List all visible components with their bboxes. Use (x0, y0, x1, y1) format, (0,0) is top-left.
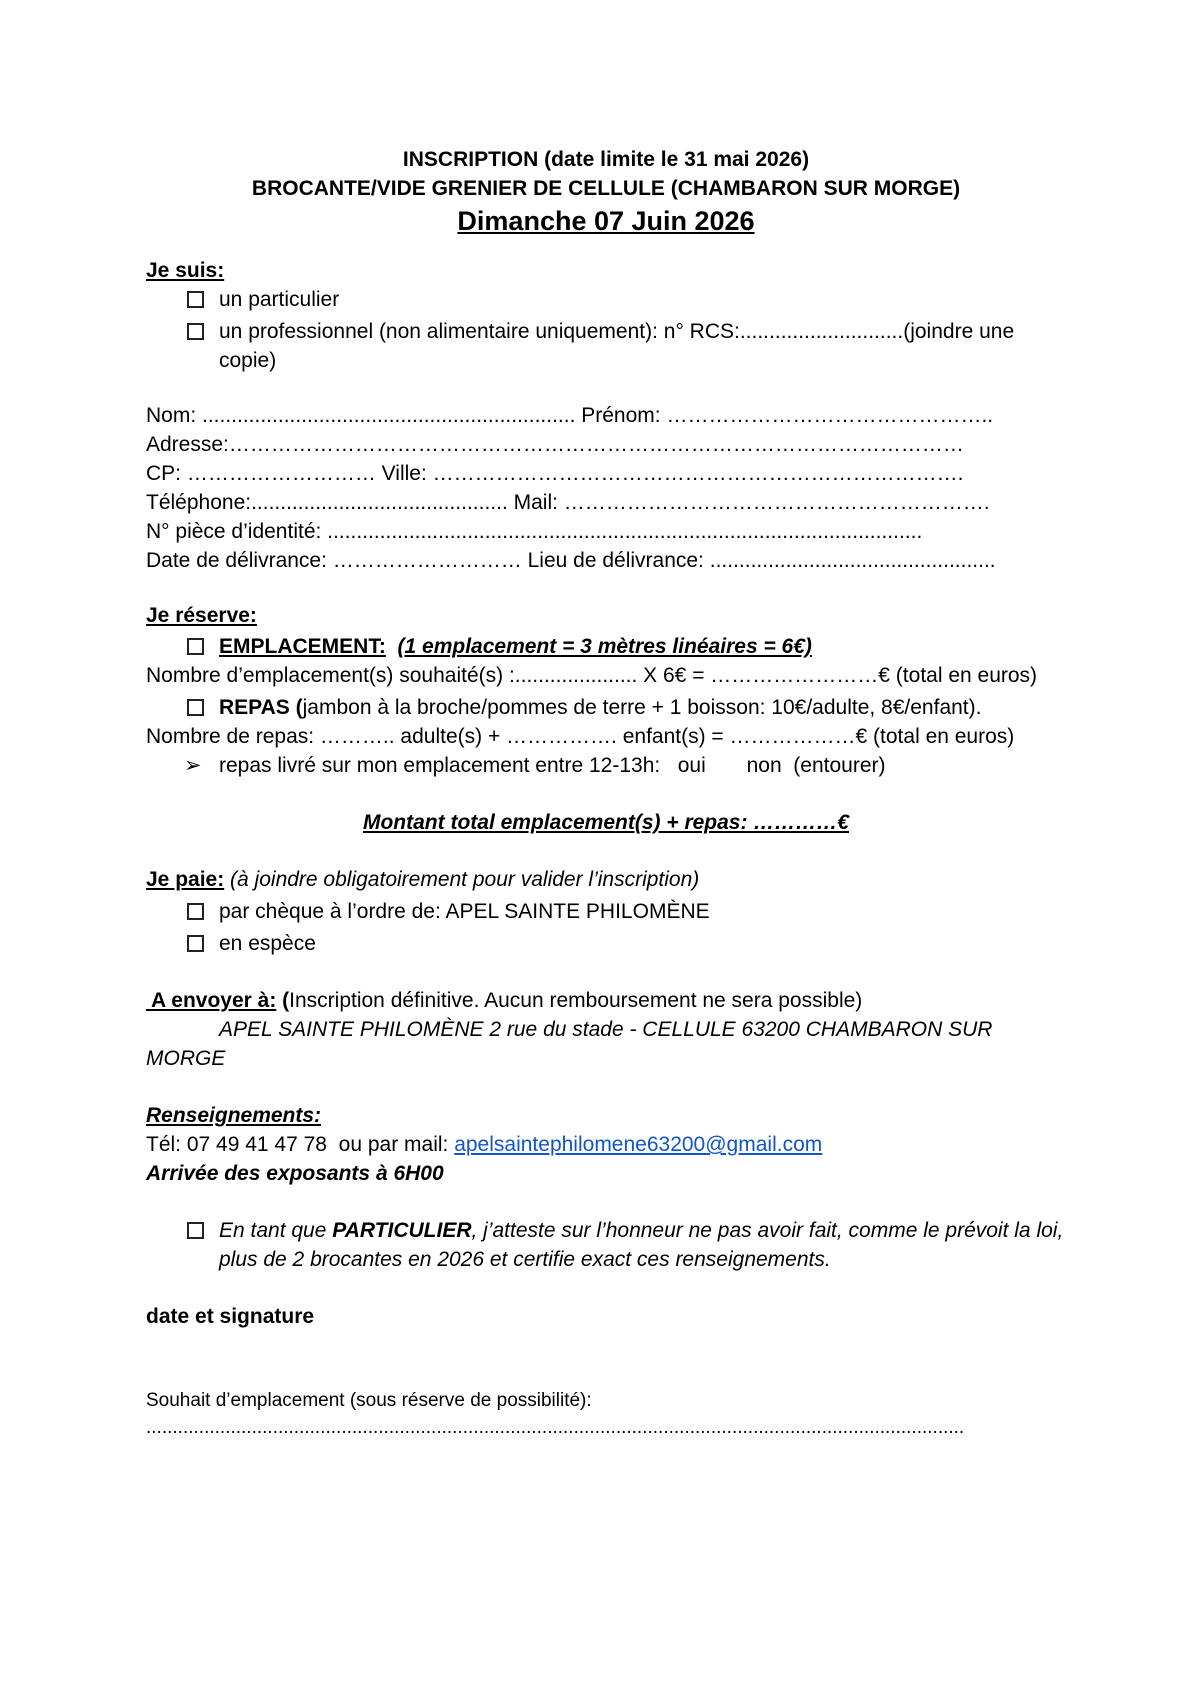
form-content (146, 145, 1066, 1441)
livraison-repas (146, 751, 1066, 780)
checkbox-repas[interactable] (187, 699, 204, 716)
renseignements-tel: Tél: 07 49 41 47 78 ou par mail: (146, 1133, 455, 1156)
attestation-particulier[interactable] (146, 1216, 1066, 1274)
envoyer-line (146, 986, 1066, 1015)
attestation-bold: PARTICULIER (332, 1219, 472, 1242)
arrivee-exposants: Arrivée des exposants à 6H00 (146, 1162, 444, 1185)
nombre-repas-field[interactable]: Nombre de repas: ……….. adulte(s) + ……………. enfant(s) = ………………€ (total en euros) (146, 725, 1015, 748)
je-paie-note: (à joindre obligatoirement pour valider l’inscription) (224, 868, 700, 891)
option-cheque[interactable] (146, 897, 1066, 926)
attestation-pre: En tant que (219, 1219, 333, 1242)
je-paie-line (146, 865, 1066, 894)
option-professionnel-label: un professionnel (non alimentaire uniquement): n° RCS:............................(joindre une copie) (219, 320, 1015, 372)
emplacement-detail: (1 emplacement = 3 mètres linéaires = 6€) (397, 635, 812, 658)
checkbox-emplacement[interactable] (187, 638, 204, 655)
nombre-emplacement-field[interactable]: Nombre d’emplacement(s) souhaité(s) :..................... X 6€ = ……………………€ (total en euros) (146, 664, 1038, 687)
souhait-emplacement-field[interactable]: ........................................................................................................................................................... (146, 1417, 965, 1438)
repas-detail: jambon à la broche/pommes de terre + 1 boisson: 10€/adulte, 8€/enfant). (302, 696, 982, 719)
event-date-title: Dimanche 07 Juin 2026 (457, 206, 755, 236)
envoyer-adresse: APEL SAINTE PHILOMÈNE 2 rue du stade - CELLULE 63200 CHAMBARON SUR MORGE (146, 1018, 993, 1070)
option-professionnel[interactable] (146, 317, 1066, 375)
option-particulier-label: un particulier (219, 288, 340, 311)
field-cp-ville[interactable]: CP: ……………………… Ville: …………………………………………………………………. (146, 462, 964, 485)
field-adresse[interactable]: Adresse:…………………………………………………………………………………………… (146, 433, 964, 456)
checkbox-particulier[interactable] (187, 291, 204, 308)
date-signature-label: date et signature (146, 1305, 315, 1328)
livraison-repas-text: repas livré sur mon emplacement entre 12-13h: oui non (entourer) (219, 754, 886, 777)
option-particulier[interactable] (146, 285, 1066, 314)
envoyer-paren: ( (276, 989, 290, 1012)
emplacement-label: EMPLACEMENT: (219, 635, 386, 658)
checkbox-espece[interactable] (187, 935, 204, 952)
je-paie-heading: Je paie: (146, 868, 225, 891)
renseignements-contact (146, 1130, 1066, 1159)
header-line-1: INSCRIPTION (date limite le 31 mai 2026) (402, 148, 810, 171)
souhait-emplacement-label: Souhait d’emplacement (sous réserve de possibilité): (146, 1390, 592, 1411)
attestation-post: , j’atteste sur l’honneur ne pas avoir fait, comme le prévoit la loi, plus de 2 brocantes en 2026 et certifie exact ces renseignements. (219, 1219, 1064, 1271)
option-espece-label: en espèce (219, 932, 316, 955)
envoyer-note: Inscription définitive. Aucun remboursement ne sera possible) (289, 989, 863, 1012)
je-suis-heading: Je suis: (146, 259, 225, 282)
option-emplacement[interactable] (146, 632, 1066, 661)
renseignements-heading: Renseignements: (146, 1104, 322, 1127)
checkbox-professionnel[interactable] (187, 323, 204, 340)
montant-total[interactable]: Montant total emplacement(s) + repas: …………€ (362, 811, 849, 834)
field-delivrance[interactable]: Date de délivrance: ……………………… Lieu de délivrance: ................................................. (146, 549, 996, 572)
header-line-2: BROCANTE/VIDE GRENIER DE CELLULE (CHAMBARON SUR MORGE) (251, 177, 961, 200)
contact-email-link[interactable]: apelsaintephilomene63200@gmail.com (454, 1133, 823, 1156)
field-telephone-mail[interactable]: Téléphone:............................................ Mail: ……………………………………………………. (146, 491, 990, 514)
repas-label: REPAS ( (219, 696, 303, 719)
checkbox-attestation[interactable] (187, 1222, 204, 1239)
option-cheque-label: par chèque à l’ordre de: APEL SAINTE PHILOMÈNE (219, 900, 710, 923)
checkbox-cheque[interactable] (187, 903, 204, 920)
arrow-bullet-icon: ➢ (184, 754, 202, 777)
field-nom-prenom[interactable]: Nom: ................................................................ Prénom: ……………………………………….. (146, 404, 994, 427)
option-repas[interactable] (146, 693, 1066, 722)
option-espece[interactable] (146, 929, 1066, 958)
field-piece-identite[interactable]: N° pièce d’identité: ...................................................................................................... (146, 520, 923, 543)
envoyer-heading: A envoyer à: (146, 989, 277, 1012)
je-reserve-heading: Je réserve: (146, 604, 257, 627)
